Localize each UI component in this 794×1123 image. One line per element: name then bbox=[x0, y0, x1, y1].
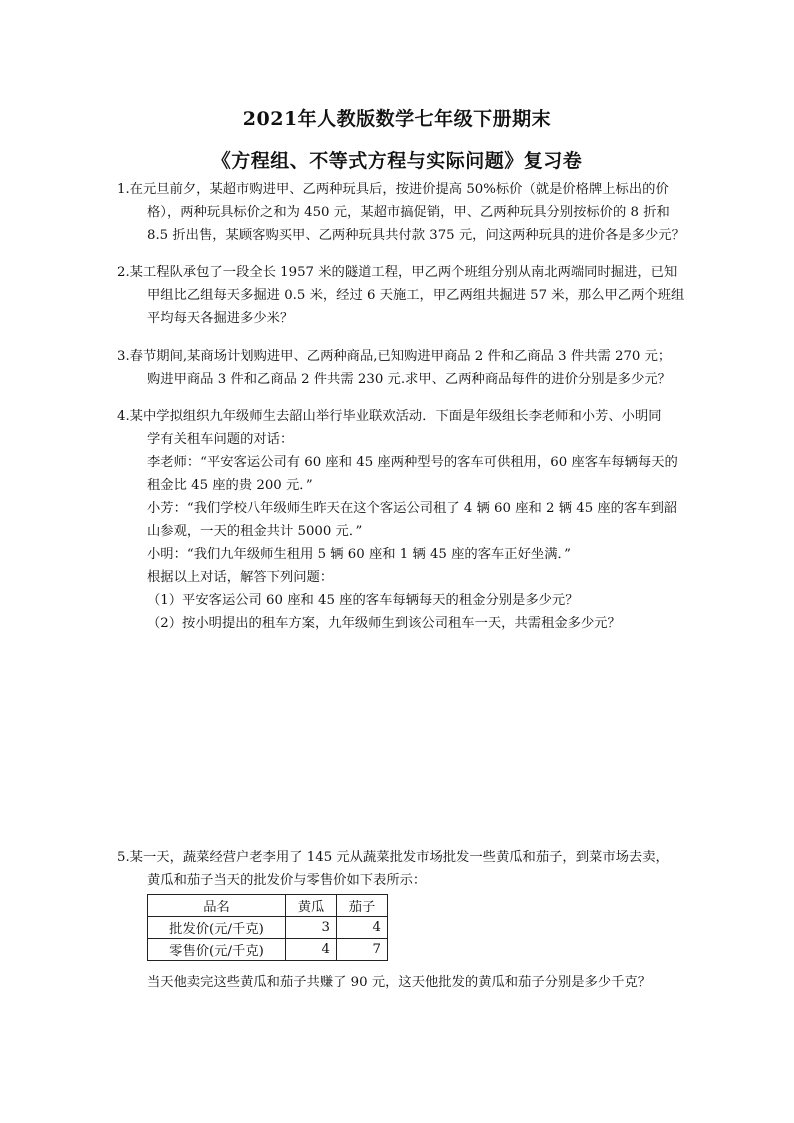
table-row bbox=[148, 917, 388, 939]
question-5-line-2: 黄瓜和茄子当天的批发价与零售价如下表所示： bbox=[147, 873, 427, 888]
table-cell: 零售价(元/千克) bbox=[148, 939, 286, 961]
table-cell: 7 bbox=[337, 939, 388, 961]
question-4-line-2: 学有关租车问题的对话： bbox=[147, 432, 294, 447]
table-header-cell: 茄子 bbox=[337, 895, 388, 917]
question-5-line-1: 5.某一天，蔬菜经营户老李用了 145 元从蔬菜批发市场批发一些黄瓜和茄子，到菜市场去卖， bbox=[117, 850, 669, 865]
table-header-row bbox=[148, 895, 388, 917]
table-cell: 4 bbox=[337, 917, 388, 939]
question-1-line-2: 格），两种玩具标价之和为 450 元，某超市搞促销，甲、乙两种玩具分别按标价的 8 折和 bbox=[147, 205, 670, 220]
question-1-line-1: 1.在元旦前夕，某超市购进甲、乙两种玩具后，按进价提高 50%标价（就是价格牌上标出的价 bbox=[117, 182, 669, 197]
question-4-subquestion-1: （1）平安客运公司 60 座和 45 座的客车每辆每天的租金分别是多少元？ bbox=[147, 593, 579, 608]
question-4-line-4: 租金比 45 座的贵 200 元．” bbox=[147, 478, 313, 493]
price-table bbox=[147, 894, 388, 961]
question-4-line-1: 4.某中学拟组织九年级师生去韶山举行毕业联欢活动．下面是年级组长李老师和小芳、小明同 bbox=[117, 409, 662, 424]
page-title-line-2: 《方程组、不等式方程与实际问题》复习卷 bbox=[211, 150, 583, 172]
question-4-line-8: 根据以上对话，解答下列问题： bbox=[147, 570, 334, 585]
table-cell: 批发价(元/千克) bbox=[148, 917, 286, 939]
table-cell: 4 bbox=[286, 939, 337, 961]
question-4-line-6: 山参观，一天的租金共计 5000 元．” bbox=[147, 524, 363, 539]
question-4-line-5: 小芳：“我们学校八年级师生昨天在这个客运公司租了 4 辆 60 座和 2 辆 45 座的客车到韶 bbox=[147, 501, 678, 516]
question-4-line-3: 李老师：“平安客运公司有 60 座和 45 座两种型号的客车可供租用，60 座客车每辆每天的 bbox=[147, 455, 678, 470]
table-row bbox=[148, 939, 388, 961]
question-2-line-1: 2.某工程队承包了一段全长 1957 米的隧道工程，甲乙两个班组分别从南北两端同时掘进，已知 bbox=[117, 265, 678, 280]
question-4-line-7: 小明：“我们九年级师生租用 5 辆 60 座和 1 辆 45 座的客车正好坐满．” bbox=[147, 547, 571, 562]
question-1-line-3: 8.5 折出售，某顾客购买甲、乙两种玩具共付款 375 元，问这两种玩具的进价各是多少元？ bbox=[147, 228, 685, 243]
table-cell: 3 bbox=[286, 917, 337, 939]
question-5-line-3: 当天他卖完这些黄瓜和茄子共赚了 90 元，这天他批发的黄瓜和茄子分别是多少千克？ bbox=[147, 975, 652, 990]
question-2-line-3: 平均每天各掘进多少米？ bbox=[147, 311, 294, 326]
table-header-cell: 黄瓜 bbox=[286, 895, 337, 917]
question-4-subquestion-2: （2）按小明提出的租车方案，九年级师生到该公司租车一天，共需租金多少元？ bbox=[147, 616, 621, 631]
question-3-line-2: 购进甲商品 3 件和乙商品 2 件共需 230 元.求甲、乙两种商品每件的进价分别是多少元？ bbox=[147, 372, 671, 387]
question-3-line-1: 3.春节期间,某商场计划购进甲、乙两种商品,已知购进甲商品 2 件和乙商品 3 件共需 270 元； bbox=[117, 349, 672, 364]
table-header-cell: 品名 bbox=[148, 895, 286, 917]
page-title-line-1: 2021年人教版数学七年级下册期末 bbox=[242, 108, 552, 130]
question-2-line-2: 甲组比乙组每天多掘进 0.5 米，经过 6 天施工，甲乙两组共掘进 57 米，那么甲乙两个班组 bbox=[147, 288, 685, 303]
